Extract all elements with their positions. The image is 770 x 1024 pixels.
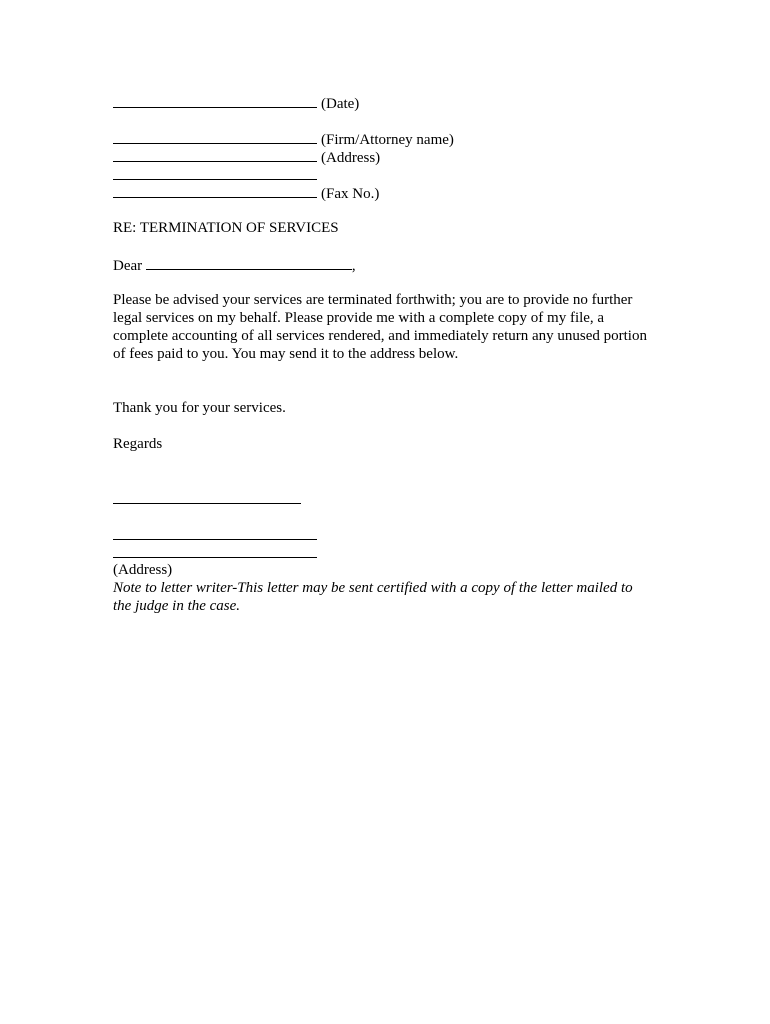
address-line-2 [113,165,673,183]
body-paragraph [113,291,673,363]
address-blank [113,147,317,162]
salutation-comma: , [351,258,356,274]
date-line [113,93,673,111]
address-label: (Address) [321,150,381,166]
salutation-blank [146,255,352,270]
date-blank [113,93,317,108]
fax-label: (Fax No.) [321,186,380,202]
thanks-line: Thank you for your services. [113,400,286,416]
note-line: Note to letter writer-This letter may be sent certified with a copy of the letter mailed to [113,580,633,596]
note [113,579,673,615]
note-line: the judge in the case. [113,598,241,614]
body-line: complete accounting of all services rendered, and immediately return any unused portion [113,328,647,344]
signer-address-blank-line [113,543,673,561]
date-label: (Date) [321,96,360,112]
firm-label: (Firm/Attorney name) [321,132,454,148]
fax-line [113,183,673,201]
firm-line [113,129,673,147]
re-line: RE: TERMINATION OF SERVICES [113,220,339,236]
signature-blank [113,489,301,504]
body-line: legal services on my behalf. Please provide me with a complete copy of my file, a [113,310,605,326]
letter-document [113,93,673,615]
body-line: Please be advised your services are terminated forthwith; you are to provide no further [113,292,633,308]
closing-line: Regards [113,436,163,452]
address-line [113,147,673,165]
salutation: Dear [113,258,143,274]
signature-line [113,489,673,507]
signer-address-label: (Address) [113,562,173,578]
body-line: of fees paid to you. You may send it to the address below. [113,346,459,362]
fax-blank [113,183,317,198]
address-blank-2 [113,165,317,180]
firm-blank [113,129,317,144]
signer-address-blank [113,543,317,558]
signer-name-blank [113,525,317,540]
signer-name-line [113,525,673,543]
salutation-line [113,255,673,273]
